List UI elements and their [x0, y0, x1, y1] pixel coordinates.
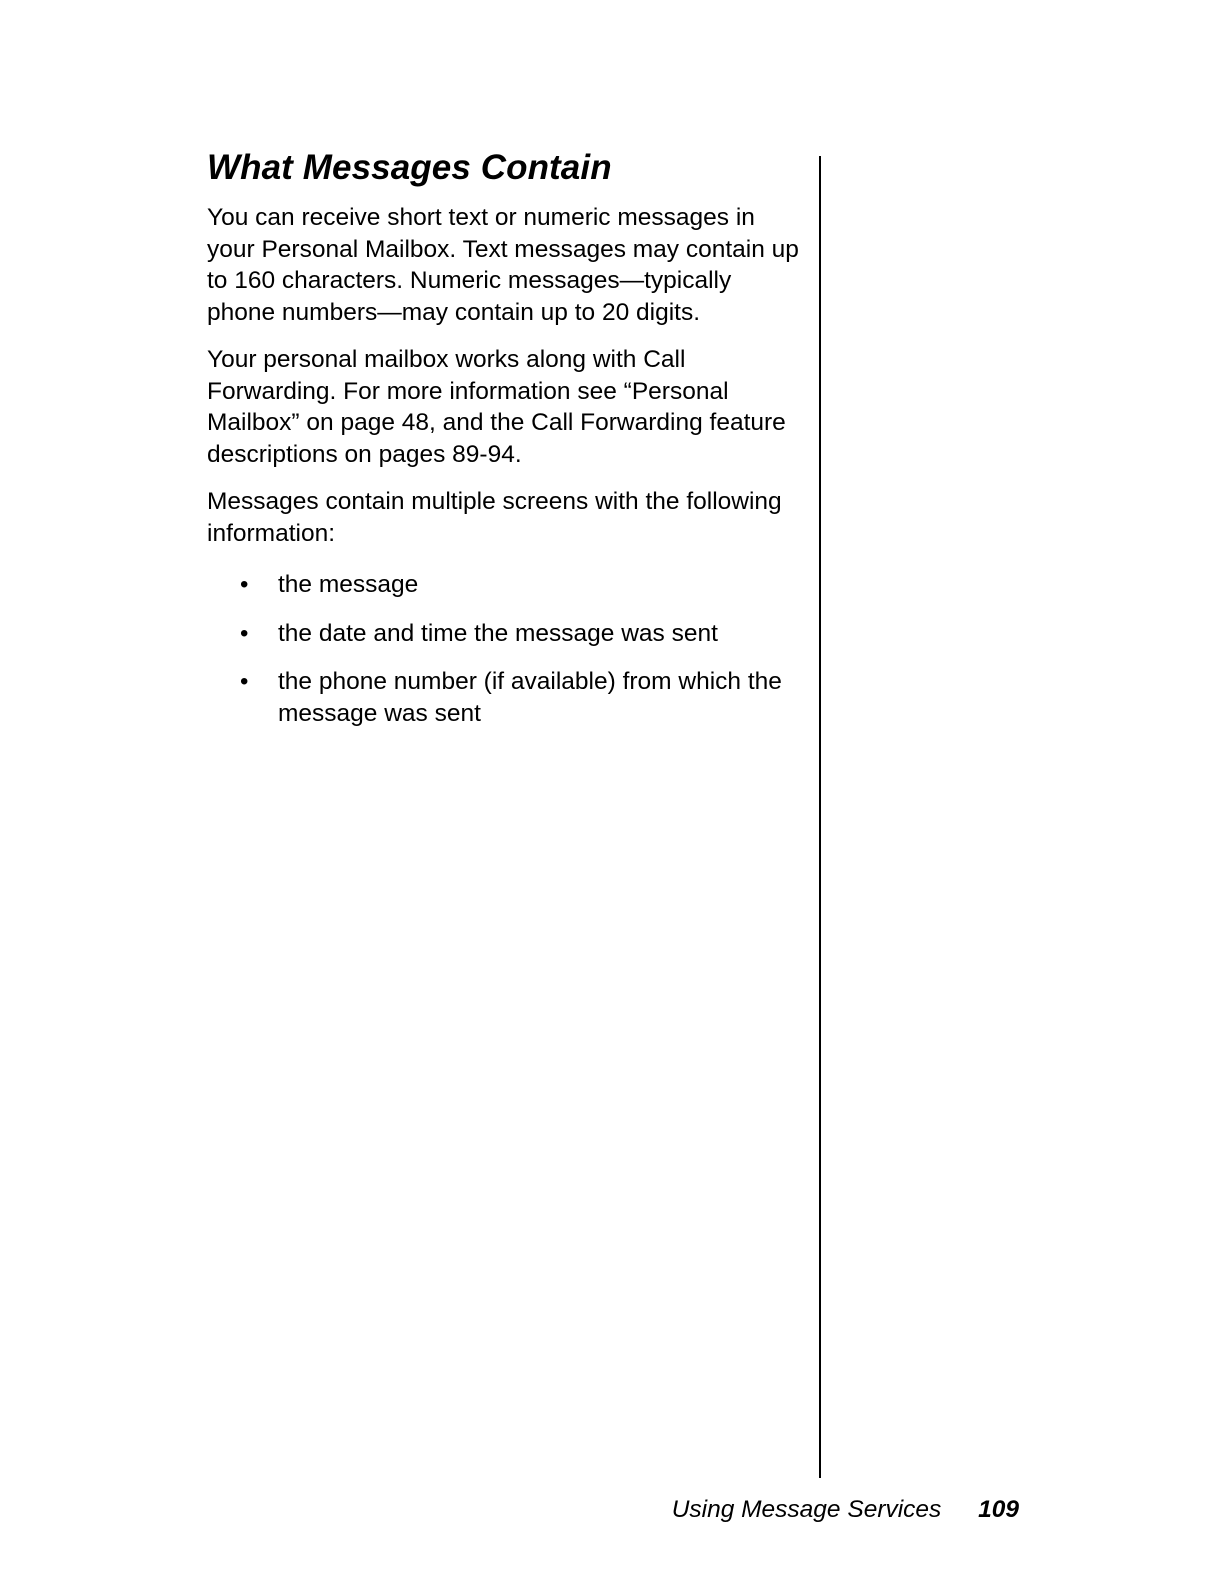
- bullet-icon: •: [240, 619, 249, 647]
- list-item: [207, 569, 802, 601]
- page-number: 109: [978, 1496, 1019, 1523]
- list-item: [207, 618, 802, 650]
- info-list: [207, 569, 802, 729]
- page-footer: [672, 1494, 1019, 1526]
- footer-section-title: Using Message Services: [671, 1496, 942, 1523]
- section-title: What Messages Contain: [207, 148, 612, 187]
- paragraph-call-forwarding: Your personal mailbox works along with Call Forwarding. For more information see “Personal Mailbox” on page 48, and the Call Forwarding feature descriptions on pages 89-94.: [207, 346, 786, 468]
- bullet-icon: •: [240, 668, 249, 695]
- bullet-icon: •: [240, 571, 249, 598]
- list-item-text: the date and time the message was sent: [278, 619, 718, 647]
- paragraph-message-types: You can receive short text or numeric messages in your Personal Mailbox. Text messages may contain up to 160 characters. Numeric messages—typically phone numbers—may contain up to 20 digits.: [207, 204, 799, 326]
- list-item: [207, 666, 802, 729]
- list-item-text: the message: [278, 571, 419, 598]
- paragraph-screens-intro: Messages contain multiple screens with the following information:: [207, 488, 782, 547]
- list-item-text: the phone number (if available) from which the message was sent: [278, 668, 782, 727]
- column-divider: [819, 156, 821, 1478]
- main-column: [207, 146, 802, 746]
